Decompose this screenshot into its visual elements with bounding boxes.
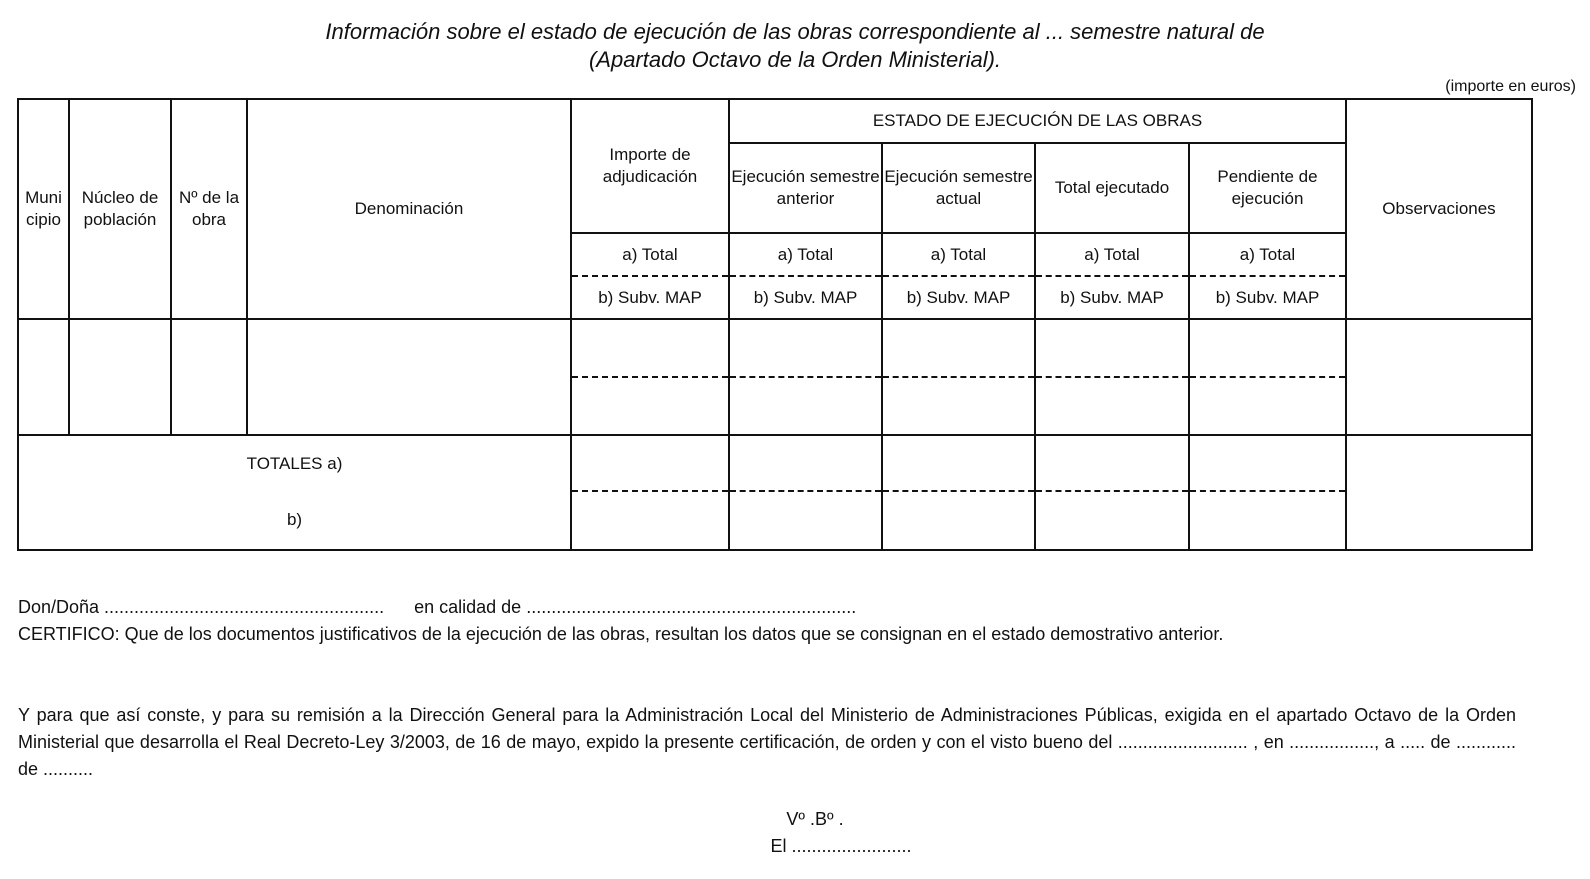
sub-a-pendiente: a) Total xyxy=(1189,233,1346,276)
data-cell-municipio[interactable] xyxy=(18,319,69,435)
data-cell-pendiente-b[interactable] xyxy=(1189,377,1346,435)
signature-el: El ........................ xyxy=(770,836,912,856)
header-pendiente: Pendiente de ejecución xyxy=(1189,143,1346,233)
header-municipio: Muni cipio xyxy=(18,99,69,319)
header-denominacion: Denominación xyxy=(247,99,571,319)
data-cell-ejec-actual-b[interactable] xyxy=(882,377,1035,435)
sub-a-ejec-anterior: a) Total xyxy=(729,233,882,276)
data-cell-importe-b[interactable] xyxy=(571,377,729,435)
execution-status-table xyxy=(17,98,1533,551)
remision-paragraph: Y para que así conste, y para su remisión a la Dirección General para la Administración Local del Ministerio de Administraciones Públicas, exigida en el apartado Octavo de la Orden Ministerial que desarrolla el Real Decreto-Ley 3/2003, de 16 de mayo, expido la presente certificación, de orden y con el visto bueno del .......................... , en ................., a ..... de ............ de .......... xyxy=(18,705,1516,779)
data-cell-ejec-actual-a[interactable] xyxy=(882,319,1035,377)
data-cell-nucleo[interactable] xyxy=(69,319,171,435)
units-note: (importe en euros) xyxy=(1445,78,1576,95)
data-cell-ejec-anterior-a[interactable] xyxy=(729,319,882,377)
total-ejec-actual-b[interactable] xyxy=(882,491,1035,550)
header-ejec-actual: Ejecución semestre actual xyxy=(882,143,1035,233)
total-ejec-actual-a[interactable] xyxy=(882,435,1035,491)
total-observaciones[interactable] xyxy=(1346,435,1532,550)
header-total-ejecutado: Total ejecutado xyxy=(1035,143,1189,233)
title-line-2: (Apartado Octavo de la Orden Ministerial). xyxy=(588,47,1002,72)
data-cell-total-ejecutado-b[interactable] xyxy=(1035,377,1189,435)
title-line-1: Información sobre el estado de ejecución de las obras correspondiente al ... semestre natural de xyxy=(325,19,1265,44)
sub-a-ejec-actual: a) Total xyxy=(882,233,1035,276)
sub-b-importe: b) Subv. MAP xyxy=(571,276,729,319)
data-cell-observaciones[interactable] xyxy=(1346,319,1532,435)
header-ejec-anterior: Ejecución semestre anterior xyxy=(729,143,882,233)
data-cell-total-ejecutado-a[interactable] xyxy=(1035,319,1189,377)
visto-bueno: Vº .Bº . xyxy=(786,809,844,829)
data-cell-ejec-anterior-b[interactable] xyxy=(729,377,882,435)
totales-b-label: b) xyxy=(18,491,571,550)
sub-b-total-ejecutado: b) Subv. MAP xyxy=(1035,276,1189,319)
sub-b-ejec-anterior: b) Subv. MAP xyxy=(729,276,882,319)
header-importe: Importe de adjudicación xyxy=(571,99,729,233)
totales-a-label: TOTALES a) xyxy=(18,435,571,491)
sub-a-importe: a) Total xyxy=(571,233,729,276)
total-pendiente-a[interactable] xyxy=(1189,435,1346,491)
total-ejec-anterior-a[interactable] xyxy=(729,435,882,491)
total-total-ejecutado-a[interactable] xyxy=(1035,435,1189,491)
total-importe-b[interactable] xyxy=(571,491,729,550)
data-cell-pendiente-a[interactable] xyxy=(1189,319,1346,377)
header-estado: ESTADO DE EJECUCIÓN DE LAS OBRAS xyxy=(729,99,1346,143)
data-cell-num-obra[interactable] xyxy=(171,319,247,435)
calidad-field: en calidad de .................................................................. xyxy=(414,597,857,617)
document-title xyxy=(0,18,1590,74)
sub-b-ejec-actual: b) Subv. MAP xyxy=(882,276,1035,319)
total-pendiente-b[interactable] xyxy=(1189,491,1346,550)
header-observaciones: Observaciones xyxy=(1346,99,1532,319)
total-importe-a[interactable] xyxy=(571,435,729,491)
sub-a-total-ejecutado: a) Total xyxy=(1035,233,1189,276)
data-cell-denominacion[interactable] xyxy=(247,319,571,435)
total-ejec-anterior-b[interactable] xyxy=(729,491,882,550)
don-dona-field: Don/Doña ........................................................ xyxy=(18,597,385,617)
data-cell-importe-a[interactable] xyxy=(571,319,729,377)
header-num-obra: Nº de la obra xyxy=(171,99,247,319)
sub-b-pendiente: b) Subv. MAP xyxy=(1189,276,1346,319)
header-nucleo: Núcleo de población xyxy=(69,99,171,319)
certifico-paragraph: CERTIFICO: Que de los documentos justificativos de la ejecución de las obras, resultan los datos que se consignan en el estado demostrativo anterior. xyxy=(18,624,1224,644)
certificate-header-line xyxy=(18,594,1516,621)
total-total-ejecutado-b[interactable] xyxy=(1035,491,1189,550)
